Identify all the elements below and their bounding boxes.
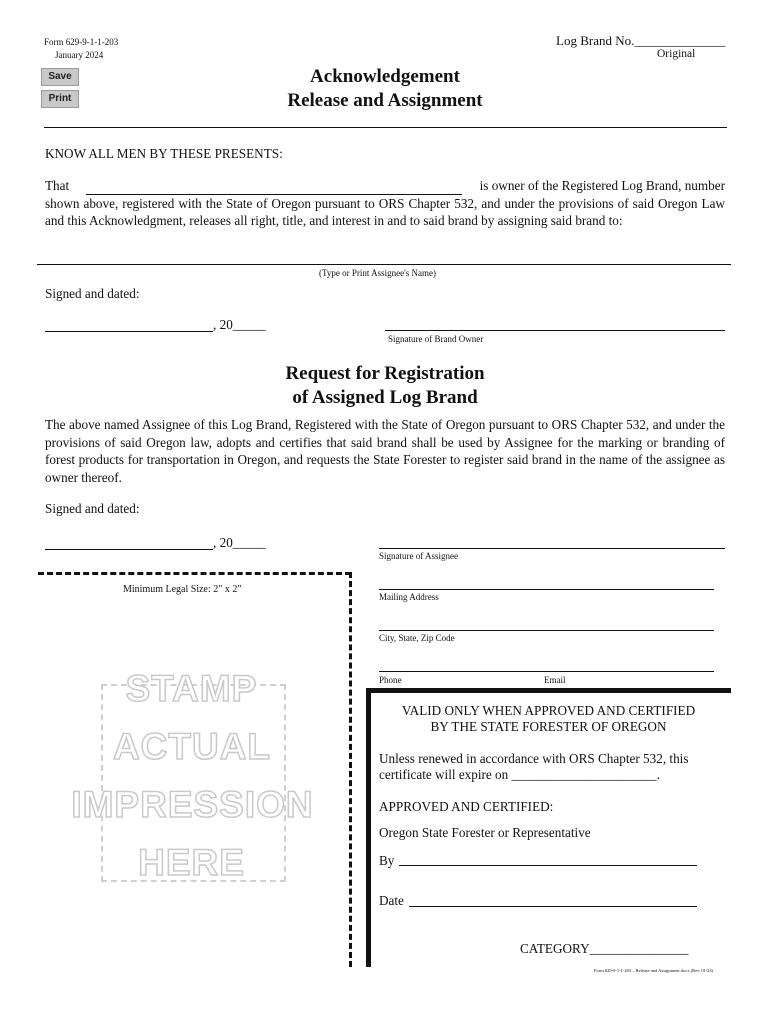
valid-only-line1: VALID ONLY WHEN APPROVED AND CERTIFIED — [401, 703, 696, 718]
print-button[interactable]: Print — [41, 90, 79, 108]
log-brand-number-field[interactable]: Log Brand No.______________ — [556, 33, 726, 48]
signed-dated-label-2: Signed and dated: — [45, 501, 140, 516]
phone-email-field[interactable] — [379, 671, 714, 672]
stamp-word-here: HERE — [138, 842, 245, 883]
assignee-date-field[interactable] — [45, 549, 213, 550]
city-state-zip-field[interactable] — [379, 630, 714, 631]
owner-date-field[interactable] — [45, 331, 213, 332]
owner-signature-field[interactable] — [385, 330, 725, 331]
mailing-address-field[interactable] — [379, 589, 714, 590]
owner-name-field[interactable] — [86, 182, 462, 195]
assignee-name-field[interactable] — [37, 264, 731, 265]
assignee-signature-caption: Signature of Assignee — [379, 551, 458, 561]
assignee-signature-field[interactable] — [379, 548, 725, 549]
stamp-size-label: Minimum Legal Size: 2" x 2" — [123, 584, 242, 595]
forester-label: Oregon State Forester or Representative — [379, 825, 591, 840]
valid-only-line2: BY THE STATE FORESTER OF OREGON — [430, 719, 667, 734]
certification-top-border — [366, 688, 731, 693]
assignee-year-field[interactable]: , 20_____ — [213, 535, 266, 550]
stamp-word-actual: ACTUAL — [112, 726, 272, 767]
release-paragraph-rest: shown above, registered with the State of Oregon pursuant to ORS Chapter 532, and under the provisions of said Oregon Law and this Acknowledgment, releases all right, title, and interest in and to said brand by assigning said brand to: — [45, 195, 725, 228]
city-state-zip-caption: City, State, Zip Code — [379, 633, 455, 643]
title-request-registration: Request for Registration — [285, 363, 485, 384]
date-label: Date — [379, 893, 404, 908]
stamp-area-top-border — [38, 572, 351, 575]
expiration-date-field[interactable]: certificate will expire on ______________________. — [379, 767, 660, 782]
email-caption: Email — [544, 675, 566, 685]
know-all-men-heading: KNOW ALL MEN BY THESE PRESENTS: — [45, 146, 283, 161]
title-release-assignment: Release and Assignment — [287, 90, 483, 111]
mailing-address-caption: Mailing Address — [379, 592, 439, 602]
owner-year-field[interactable]: , 20_____ — [213, 317, 266, 332]
owner-text: is owner of the Registered Log Brand, number — [479, 178, 725, 193]
approval-date-field[interactable] — [409, 906, 697, 907]
approved-certified-heading: APPROVED AND CERTIFIED: — [379, 799, 554, 814]
renewal-line1: Unless renewed in accordance with ORS Chapter 532, this — [379, 751, 689, 766]
header-divider — [44, 127, 727, 128]
save-button[interactable]: Save — [41, 68, 79, 86]
footer-text: Form 629-9-1-1-203 – Release and Assignment.docx (Rev. 01/24) — [594, 968, 714, 973]
stamp-word-stamp: STAMP — [125, 668, 258, 709]
request-paragraph: The above named Assignee of this Log Brand, Registered with the State of Oregon pursuant to ORS Chapter 532, and under the provisions of said Oregon law, adopts and certifies that said brand shall be used by Assignee for the marking or branding of forest products for transportation in Oregon, and requests the State Forester to register said brand in the name of the assignee as owner thereof. — [45, 417, 725, 485]
stamp-area-right-border — [349, 572, 352, 967]
stamp-word-impression: IMPRESSION — [71, 784, 314, 825]
category-field[interactable]: CATEGORY_______________ — [520, 941, 689, 956]
form-number: Form 629-9-1-1-203 — [44, 37, 119, 47]
that-label: That — [45, 178, 70, 193]
release-paragraph — [45, 177, 725, 230]
phone-caption: Phone — [379, 675, 402, 685]
signed-dated-label-1: Signed and dated: — [45, 286, 140, 301]
form-date: January 2024 — [55, 50, 104, 60]
by-label: By — [379, 853, 395, 868]
title-acknowledgement: Acknowledgement — [310, 66, 460, 87]
title-assigned-log-brand: of Assigned Log Brand — [292, 387, 478, 408]
assignee-name-caption: (Type or Print Assignee's Name) — [319, 268, 436, 278]
original-label: Original — [657, 48, 696, 60]
owner-signature-caption: Signature of Brand Owner — [388, 334, 484, 344]
approver-signature-field[interactable] — [399, 865, 697, 866]
